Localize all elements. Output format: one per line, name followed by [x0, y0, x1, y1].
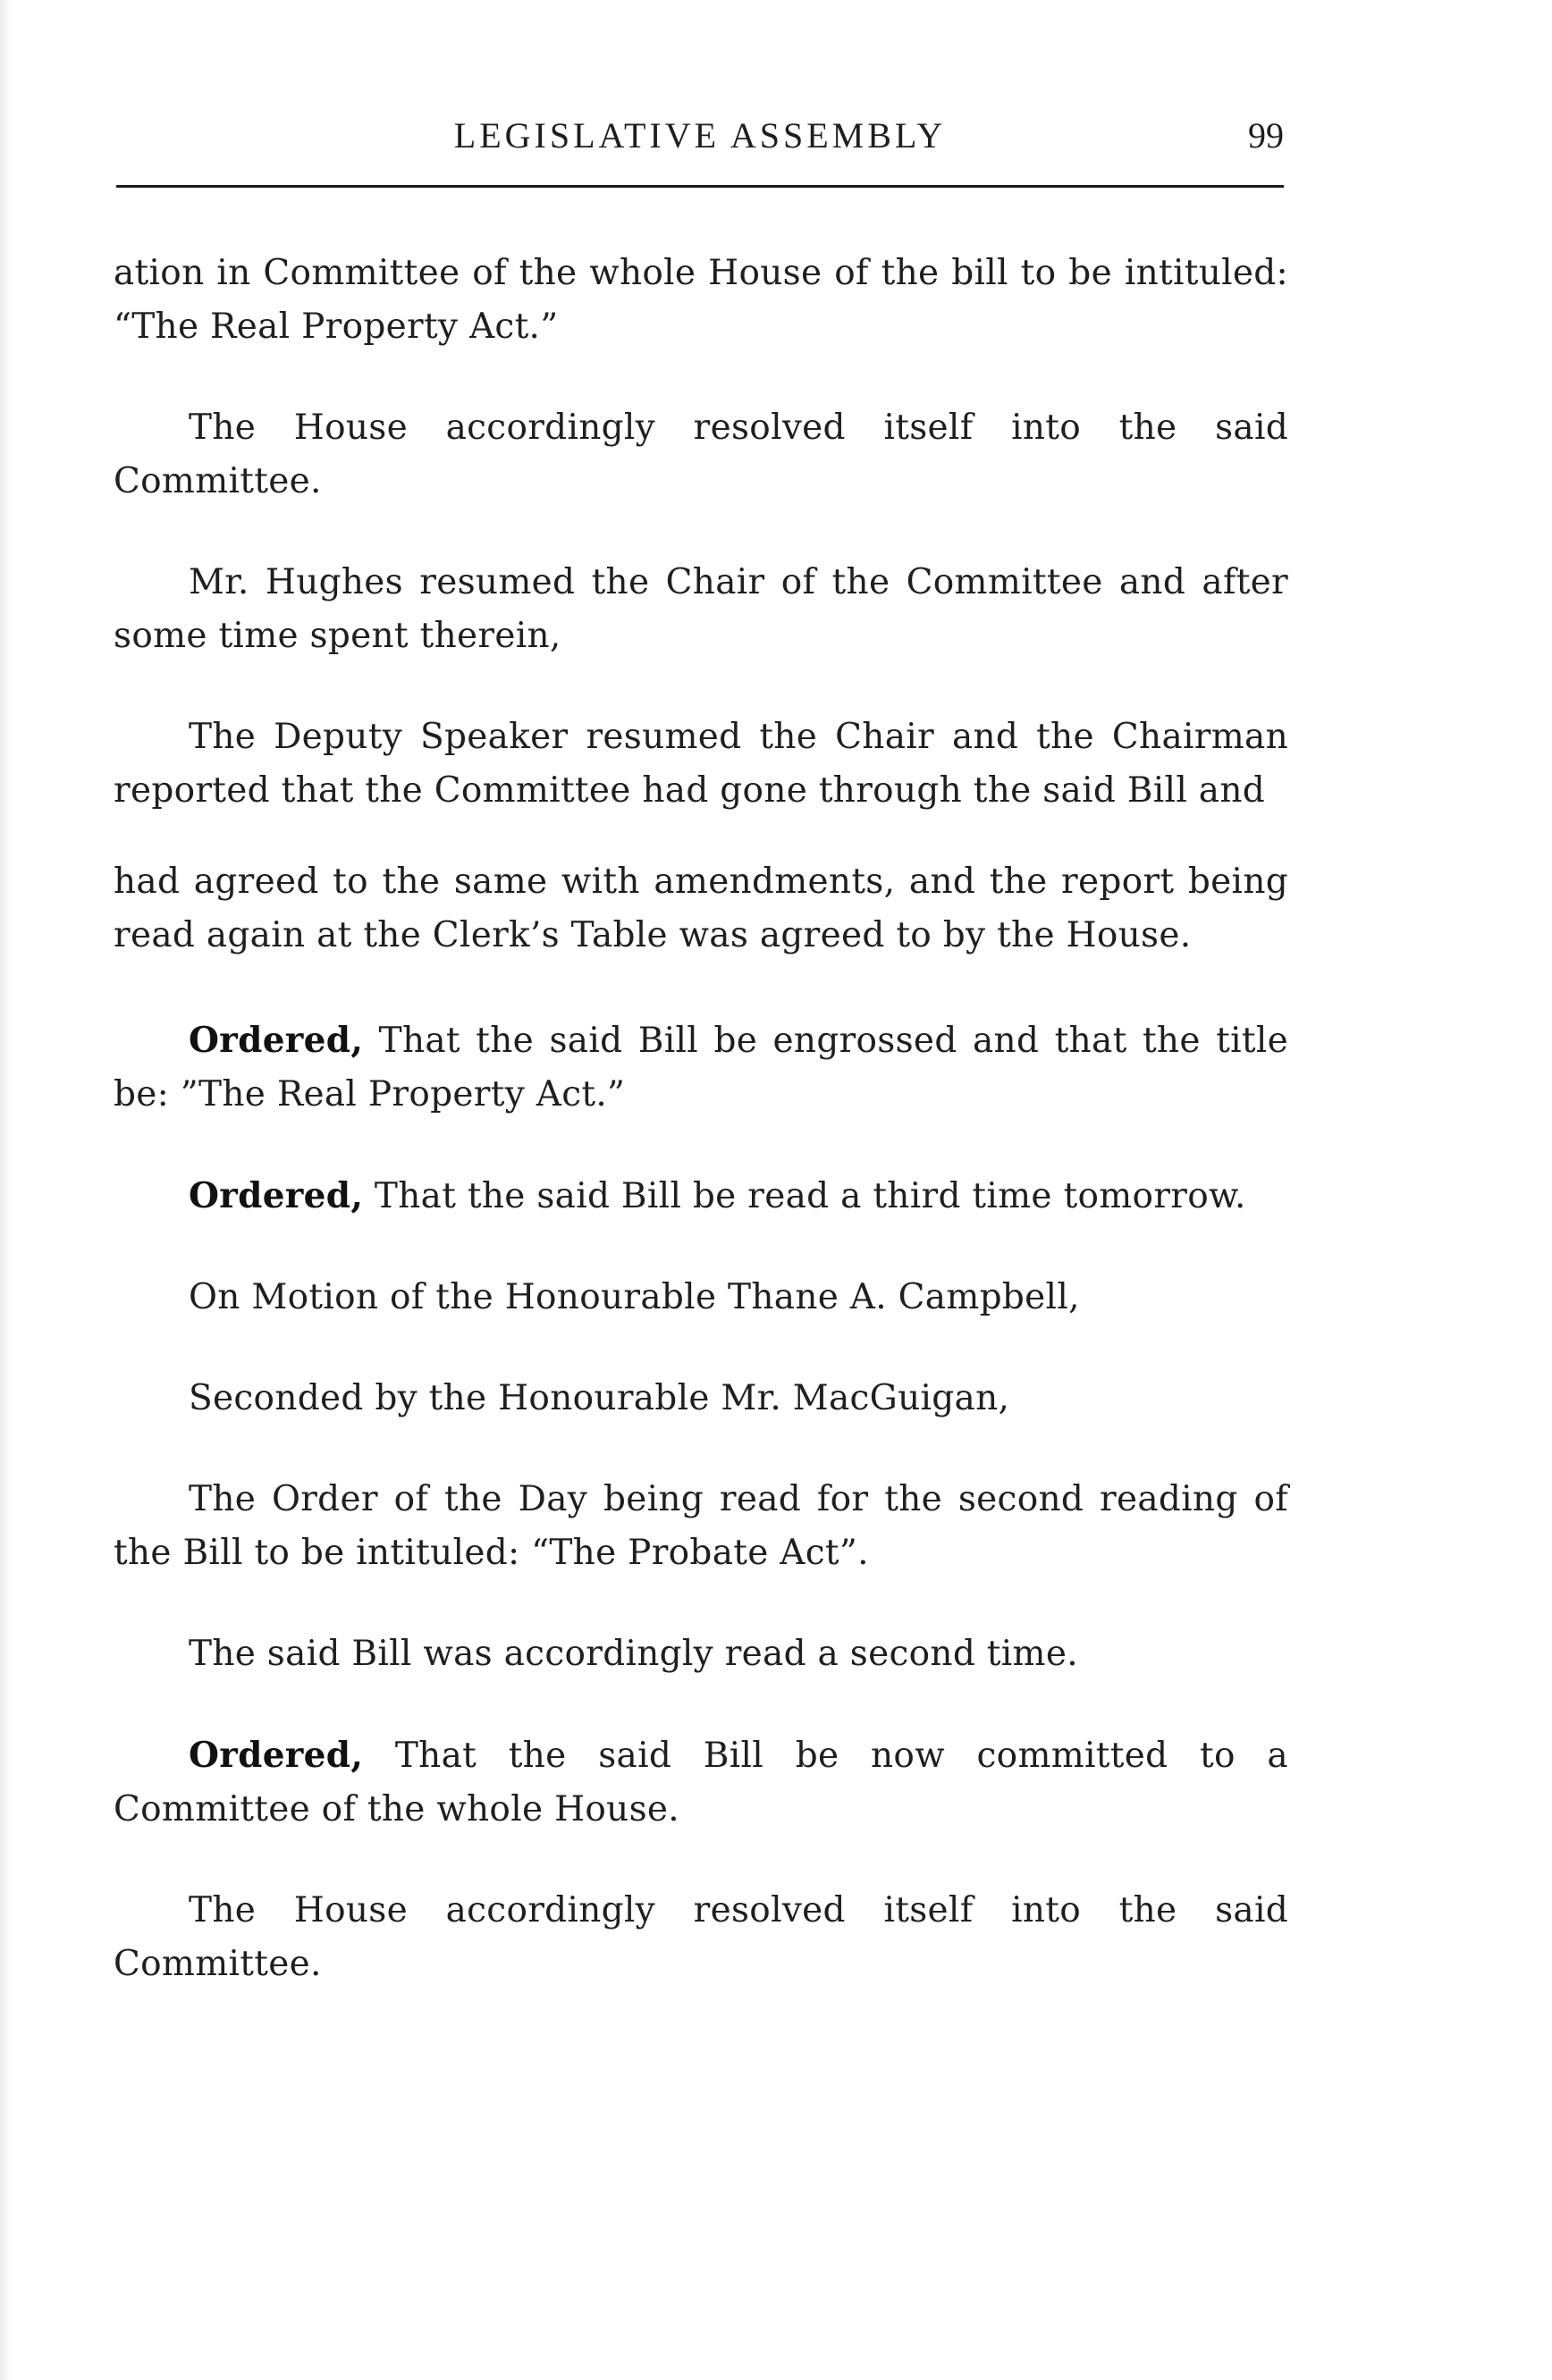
- paragraph: [114, 556, 1288, 663]
- paragraph-continuation: [114, 247, 1288, 354]
- paragraph-text: On Motion of the Honourable Thane A. Campbell,: [189, 1277, 1080, 1317]
- page-edge-shadow: [0, 0, 13, 2380]
- paragraph-text: The Deputy Speaker resumed the Chair and the Chairman reported that the Committee had gone through the said Bill and: [114, 717, 1288, 811]
- paragraph-text: had agreed to the same with amendments, and the report being read again at the Clerk’s Table was agreed to by the House.: [114, 862, 1288, 955]
- paragraph: [114, 1372, 1288, 1425]
- paragraph-text: Seconded by the Honourable Mr. MacGuigan,: [189, 1378, 1010, 1418]
- paragraph: [114, 1884, 1288, 1991]
- header-rule: [116, 185, 1284, 188]
- paragraph: [114, 1627, 1288, 1681]
- paragraph-continuation: [114, 855, 1288, 963]
- paragraph-text: ation in Committee of the whole House of the bill to be intituled: “The Real Property Act.”: [114, 253, 1288, 347]
- paragraph-text: Mr. Hughes resumed the Chair of the Committee and after some time spent therein,: [114, 562, 1288, 656]
- paragraph-text: The Order of the Day being read for the second reading of the Bill to be intituled: “The Probate Act”.: [114, 1479, 1288, 1573]
- running-header: [116, 114, 1284, 168]
- paragraph-text: The House accordingly resolved itself into the said Committee.: [114, 408, 1288, 501]
- paragraph: [114, 1271, 1288, 1325]
- paragraph: [114, 401, 1288, 509]
- paragraph-text: That the said Bill be engrossed and that the title be: ”The Real Property Act.”: [114, 1021, 1288, 1114]
- ordered-paragraph: [114, 1013, 1288, 1122]
- page-number: 99: [1248, 115, 1284, 156]
- running-title: LEGISLATIVE ASSEMBLY: [453, 115, 947, 156]
- ordered-lead: Ordered,: [189, 1175, 364, 1216]
- paragraph: [114, 711, 1288, 818]
- body-text: [114, 247, 1288, 2039]
- paragraph-text: That the said Bill be read a third time tomorrow.: [363, 1176, 1246, 1216]
- ordered-paragraph: [114, 1169, 1288, 1224]
- paragraph-text: The House accordingly resolved itself into the said Committee.: [114, 1890, 1288, 1984]
- ordered-lead: Ordered,: [189, 1735, 364, 1776]
- paragraph-text: That the said Bill be now committed to a Committee of the whole House.: [114, 1736, 1288, 1829]
- paragraph-text: The said Bill was accordingly read a second time.: [189, 1634, 1078, 1674]
- ordered-paragraph: [114, 1728, 1288, 1837]
- ordered-lead: Ordered,: [189, 1020, 364, 1061]
- paragraph: [114, 1473, 1288, 1580]
